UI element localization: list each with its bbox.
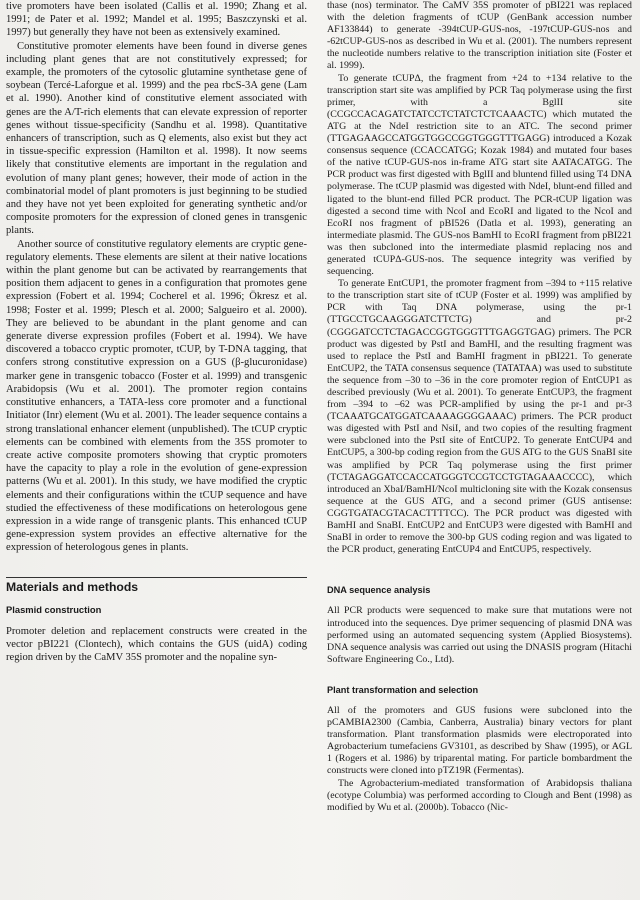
right-paragraph-1: thase (nos) terminator. The CaMV 35S promoter of pBI221 was replaced with the deletion fragments of tCUP (GenBank accession number AF133844) to generate -394tCUP-GUS-nos, -197tCUP-GUS-nos and -62tCUP-GUS-nos as described in Wu et al. (2001). The numbers represent the nucleotide numbers relative to the transcription initiation site (Foster et al. 1999). xyxy=(327,0,632,72)
dna-sequence-analysis-heading: DNA sequence analysis xyxy=(327,585,431,596)
spacer xyxy=(327,556,632,584)
right-paragraph-4: All PCR products were sequenced to make sure that mutations were not introduced into the sequences. Dye primer sequencing of plasmid DNA was performed using an automated sequencing system (Applied Biosystems). DNA sequence analysis was carried out using the DNASIS program (Hitachi Software Engineering Co., Ltd). xyxy=(327,605,632,665)
right-paragraph-5: All of the promoters and GUS fusions were subcloned into the pCAMBIA2300 (Cambia, Canberra, Australia) binary vectors for plant transformation. Plant transformation plasmids were electroporated into Agrobacterium tumefaciens GV3101, as described by Shaw (1995), or AGL 1 (Rogers et al. 1986) by triparental mating. For particle bombardment the constructs were cloned into pTZ19R (Fermentas). xyxy=(327,704,632,777)
spacer xyxy=(327,696,632,705)
right-paragraph-6: The Agrobacterium-mediated transformation of Arabidopsis thaliana (ecotype Columbia) was performed according to Clough and Bent (1998) as modified by Wu et al. (2000b). Tobacco (Nic- xyxy=(327,777,632,813)
right-column xyxy=(327,0,632,900)
spacer xyxy=(6,555,307,577)
plasmid-construction-heading: Plasmid construction xyxy=(6,603,102,615)
left-paragraph-4: Promoter deletion and replacement constructs were created in the vector pBI221 (Clontech), which contains the GUS (uidA) coding region driven by the CaMV 35S promoter and the nopaline syn- xyxy=(6,625,307,664)
left-paragraph-3: Another source of constitutive regulatory elements are cryptic gene-regulatory elements. These elements are silent at their native locations within the plant genome but can be activated by rearrangements that position them adjacent to genes in a configuration that promotes gene expression (Fobert et al. 1994; Cocherel et al. 1996; Ökresz et al. 1998; Foster et al. 1999; Plesch et al. 2000; Salgueiro et al. 2000). They are believed to be abundant in the plant genome and can generate diverse expression profiles (Fobert et al. 1994). We have discovered a tobacco cryptic promoter, tCUP, by T-DNA tagging, that confers strong constitutive expression on a GUS (β-glucuronidase) marker gene in transgenic tobacco (Foster et al. 1999) and transgenic Arabidopsis (Wu et al. 2001). The promoter region contains constitutive enhancers, a TATA-less core promoter and a functional Initiator (Inr) element (Wu et al. 2001). The leader sequence contains a strong translational enhancer element (unpublished). The tCUP cryptic elements can be combined with elements from the 35S promoter to create active composite promoters showing that cryptic promoters have the capacity to play a role in the evolution of gene-expression patterns (Wu et al. 2001). In this study, we have modified the cryptic elements and their configurations within the tCUP sequence and have studied the effectiveness of these modifications on heterologous gene expression in a wide range of transgenic plants. This enhanced tCUP gene-expression system provides an effective alternative for the expression of heterologous genes in plants. xyxy=(6,238,307,554)
left-paragraph-2: Constitutive promoter elements have been found in diverse genes including plant genes that are not constitutively expressed; for example, the promoters of the cytosolic glutamine synthetase gene of soybean (Tercé-Laforgue et al. 1999) and the pea rbcS-3A gene (Lam et al. 1990). Another kind of constitutive element associated with genes are the A/T-rich elements that can elevate expression of reporter genes without tissue-specificity (Sandhu et al. 1998). Quantitative enhancers of transcription, such as Q elements, also exist but they act in tissue-specific expression (Hamilton et al. 1998). It now seems likely that constitutive elements are important in the regulation and evolution of many plant genes; however, their mode of action in the combinatorial model of plant promoters is just beginning to be studied and they have not yet been exploited for generating synthetic and/or composite promoters for the expression of cloned genes in transgenic plants. xyxy=(6,40,307,237)
right-paragraph-3: To generate EntCUP1, the promoter fragment from –394 to +115 relative to the transcription start site of tCUP (Foster et al. 1999) was amplified by PCR with Taq DNA polymerase, using the pr-1 (TTGCCTGCAAGGGATCTTCTG) and pr-2 (CGGGATCCTCTAGACCGGTGGGTTTGAGGTGAG) primers. The PCR product was digested by PstI and BamHI, and the resulting fragment was used to replace the PstI and BamHI fragment in pBI221. To generate EntCUP2, the TATA consensus sequence (TATATAA) was used to substitute the sequence from –30 to –36 in the core promoter region of EntCUP1 as described previously (Wu et al. 2001). To generate EntCUP3, the fragment from –394 to –62 was PCR-amplified by using the pr-1 and pr-3 (TCAAATGCATGGATCAAAAGGGGAAAC) primers. The PCR product was digested with PstI and NsiI, and two copies of the resulting fragment were subcloned into the PstI site of EntCUP2. To generate EntCUP4 and EntCUP5, a 300-bp coding region from the GUS ATG to the GUS SnaBI site was amplified by PCR Taq polymerase using the first primer (TCTAGAGGATCCACCATGGGTCCGTCCTGTAGAAACCCC), which introduced an XbaI/BamHI/NcoI multicloning site with the Kozak consensus sequence at the GUS ATG, and a second primer (GUS antisense: CGGTGATACGTACACTTTTCC). The PCR product was digested with BamHI and SnaBI. EntCUP2 and EntCUP3 were digested with BamHI and SnaBI in order to remove the 300-bp GUS coding region and was ligated to the PCR product, generating EntCUP4 and EntCUP5, respectively. xyxy=(327,278,632,556)
spacer xyxy=(327,666,632,684)
left-column xyxy=(6,0,307,900)
left-paragraph-1: tive promoters have been isolated (Callis et al. 1990; Zhang et al. 1991; de Pater et al. 1992; Mandel et al. 1995; Baszczynski et al. 1997) but generally they have not been as extensively examined. xyxy=(6,1,307,39)
spacer xyxy=(327,596,632,605)
spacer xyxy=(6,616,307,625)
spacer xyxy=(6,594,307,603)
materials-methods-heading: Materials and methods xyxy=(6,577,307,594)
right-paragraph-2: To generate tCUPΔ, the fragment from +24 to +134 relative to the transcription start site was amplified by PCR Taq polymerase using the first primer, with a BglII site (CCGCCACAGATCTATCCTCTATCTCTCAAACTC) which mutated the ATG at the NdeI restriction site to an ATC. The second primer (TTGAGAAGCCATGGTGGCCGGTGGGTTTGAGG) introduced a Kozak consensus sequence (CCACCATGG; Kozak 1984) and mutated four bases of the native tCUP-GUS-nos in-frame ATG start site AATACATGG. The PCR product was first digested with BglII and bluntend filled using T4 DNA polymerase. The tCUP plasmid was digested with NdeI, blunt-end filled and ligated to the blunt-end filled PCR product. The PCR-tCUP ligation was digested a second time with NcoI and EcoRI and ligated to the NcoI and EcoRI nos fragment of pBI526 (Datla et al. 1993), generating an intermediate plasmid. The GUS-nos BamHI to EcoRI fragment from pBI221 was then subcloned into the intermediate plasmid replacing nos and generated tCUPΔ-GUS-nos. The sequence integrity was verified by sequencing. xyxy=(327,72,632,278)
plant-transformation-heading: Plant transformation and selection xyxy=(327,684,479,695)
